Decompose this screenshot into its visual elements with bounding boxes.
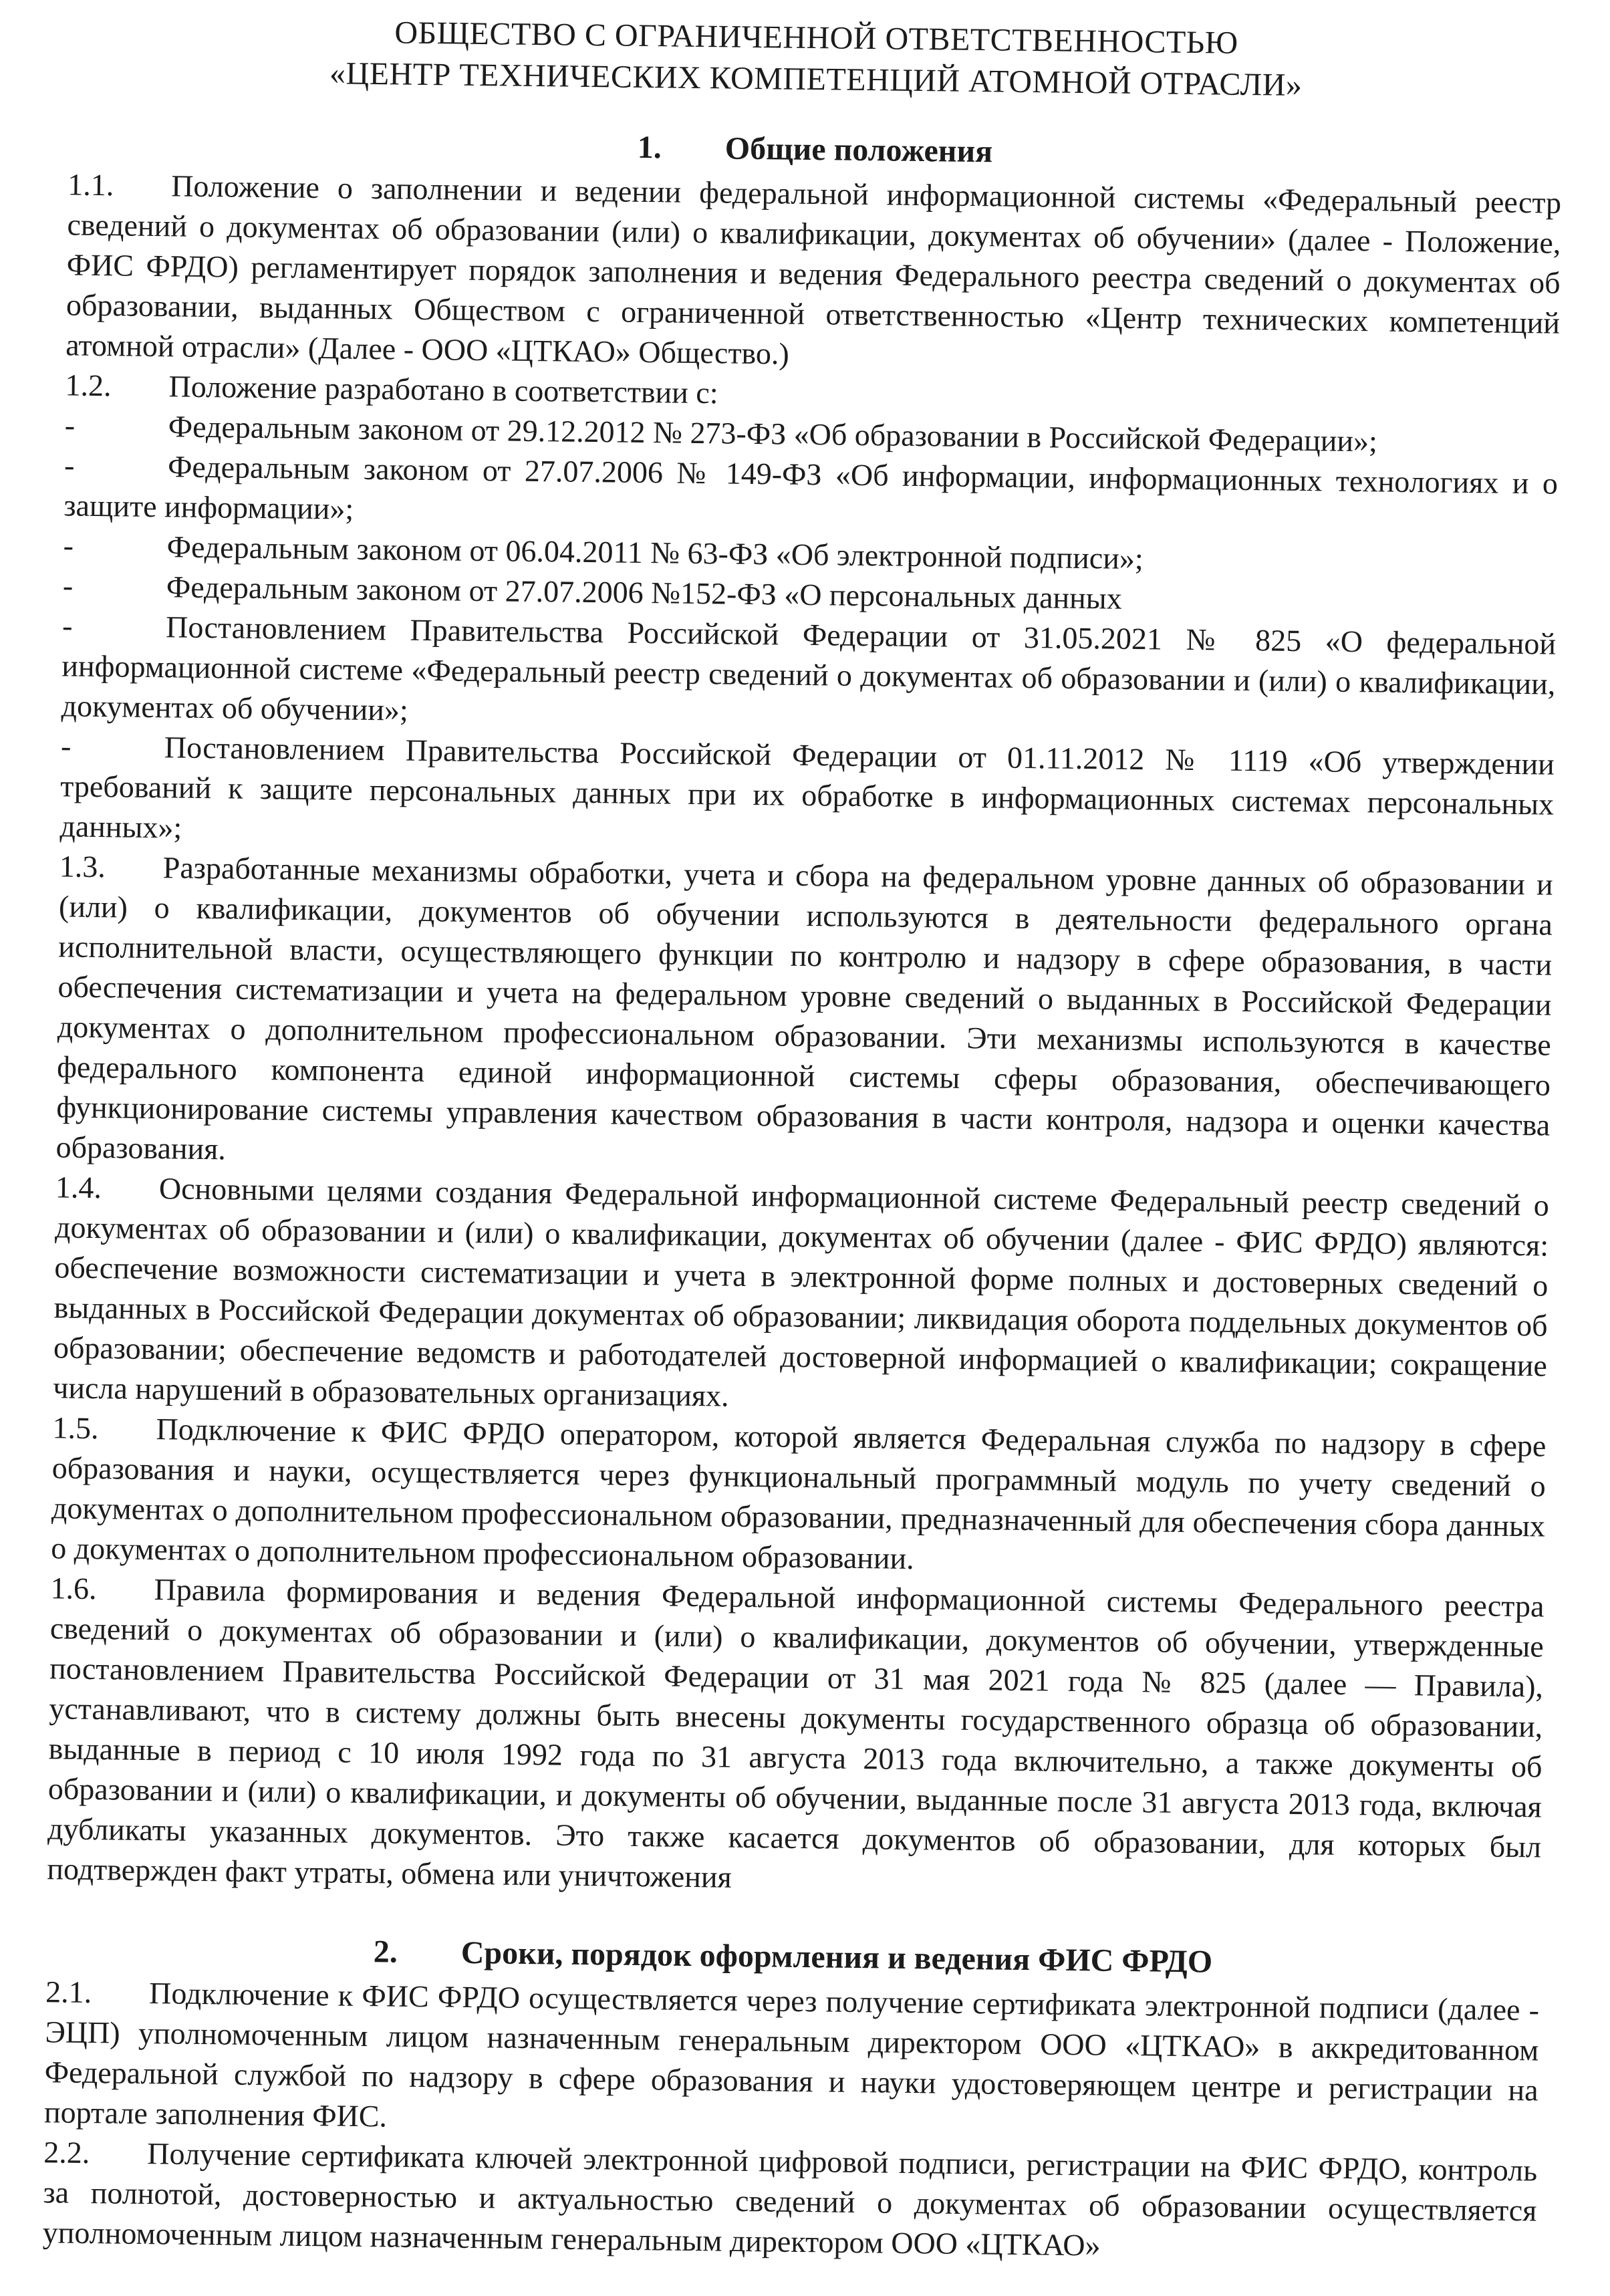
list-dash: - [64, 408, 76, 442]
paragraph-text: Разработанные механизмы обработки, учета и сбора на федеральном уровне данных об образовании и (или) о квалификации, документов об обучении используются в деятельности федерального органа исполнительной власти, осуществляющего функции по контролю и надзору в сфере образования, в части обеспечения систематизации и учета на федеральном уровне сведений о выданных в Российской Федерации документах о дополнительном профессиональном образовании. Эти механизмы используются в качестве федерального компонента единой информационной системы сферы образования, обеспечивающего функционирование системы управления качеством образования в части контроля, надзора и оценки качества образования. [55, 850, 1553, 1166]
section-1-number: 1. [637, 129, 662, 166]
section-1-title: Общие положения [724, 130, 993, 170]
page-content [42, 8, 1563, 2271]
paragraph-1-1 [65, 164, 1561, 383]
list-item-text: Федеральным законом от 29.12.2012 № 273-ФЗ «Об образовании в Российской Федерации»; [168, 409, 1378, 459]
paragraph-1-4 [53, 1167, 1549, 1426]
paragraph-text: Подключение к ФИС ФРДО оператором, которой является Федеральная служба по надзору в сфере образования и науки, осуществляется через функциональный программный модуль по учету сведений о документах о дополнительном профессиональном образовании, предназначенный для обеспечения сбора данных о документах о дополнительном профессиональном образовании. [51, 1412, 1547, 1576]
paragraph-1-3 [55, 846, 1553, 1185]
org-name-line-2: «ЦЕНТР ТЕХНИЧЕСКИХ КОМПЕТЕНЦИЙ АТОМНОЙ ОТРАСЛИ» [329, 55, 1303, 103]
paragraph-2-1 [44, 1972, 1540, 2150]
list-dash: - [60, 729, 72, 763]
section-2 [42, 1928, 1540, 2271]
organization-header [69, 8, 1563, 109]
paragraph-number: 1.4. [55, 1170, 102, 1205]
paragraph-text: Основными целями создания Федеральной информационной системе Федеральный реестр сведений о документах об образовании и (или) о квалификации, документах об обучении (далее - ФИС ФРДО) являются: обеспечение возможности систематизации и учета в электронной форме полных и достоверных сведений о выданных в Российской Федерации документах об образовании; ликвидация оборота поддельных документов об образовании; обеспечение ведомств и работодателей достоверной информацией о квалификации; сокращение числа нарушений в образовательных организациях. [52, 1171, 1550, 1413]
paragraph-1-5 [51, 1408, 1547, 1586]
list-item-text: Постановлением Правительства Российской Федерации от 31.05.2021 № 825 «О федеральной информационной системе «Федеральный реестр сведений о документах об образовании и (или) о квалификации, документах об обучении»; [61, 610, 1557, 727]
org-name-line-1: ОБЩЕСТВО С ОГРАНИЧЕННОЙ ОТВЕТСТВЕННОСТЬЮ [394, 15, 1238, 61]
list-item-text: Постановлением Правительства Российской Федерации от 01.11.2012 № 1119 «Об утверждении требований к защите персональных данных при их обработке в информационных системах персональных данных»; [59, 730, 1555, 845]
list-item-text: Федеральным законом от 27.07.2006 №152-ФЗ «О персональных данных [166, 569, 1123, 616]
paragraph-text: Положение о заполнении и ведении федеральной информационной системы «Федеральный реестр сведений о документах об образовании (или) о квалификации, документах об обучении» (далее - Положение, ФИС ФРДО) регламентирует порядок заполнения и ведения Федерального реестра сведений о документах об образовании, выданных Обществом с ограниченной ответственностью «Центр технических компетенций атомной отрасли» (Далее - ООО «ЦТКАО» Общество.) [65, 168, 1562, 371]
list-dash: - [61, 608, 73, 643]
paragraph-2-2 [42, 2132, 1537, 2271]
list-item-text: Федеральным законом от 06.04.2011 № 63-ФЗ «Об электронной подписи»; [166, 529, 1144, 576]
list-dash: - [63, 528, 74, 563]
list-item-decree-1119 [59, 726, 1555, 864]
paragraph-number: 1.1. [67, 167, 114, 203]
list-dash: - [62, 568, 74, 603]
paragraph-number: 2.1. [45, 1974, 92, 2010]
paragraph-number: 2.2. [43, 2135, 90, 2170]
paragraph-number: 1.2. [65, 368, 112, 403]
paragraph-number: 1.5. [52, 1410, 99, 1446]
paragraph-1-6 [47, 1568, 1545, 1907]
paragraph-text: Подключение к ФИС ФРДО осуществляется через получение сертификата электронной подписи (далее - ЭЦП) уполномоченным лицом назначенным генеральным директором ООО «ЦТКАО» в аккредитованном Федеральной службой по надзору в сфере образования и науки удостоверяющем центре и регистрации на портале заполнения ФИС. [43, 1976, 1540, 2134]
section-2-title: Сроки, порядок оформления и ведения ФИС ФРДО [460, 1934, 1213, 1980]
paragraph-text: Правила формирования и ведения Федеральной информационной системы Федерального реестра сведений о документах об образовании и (или) о квалификации, документов об обучении, утвержденные постановлением Правительства Российской Федерации от 31 мая 2021 года № 825 (далее — Правила), устанавливают, что в систему должны быть внесены документы государственного образца об образовании, выданные в период с 10 июля 1992 года по 31 августа 2013 года включительно, а также документы об образовании и (или) о квалификации, и документы об обучении, выданные после 31 августа 2013 года, включая дубликаты указанных документов. Это также касается документов об образовании, для которых был подтвержден факт утраты, обмена или уничтожения [47, 1572, 1545, 1894]
paragraph-text: Положение разработано в соответствии с: [168, 369, 718, 410]
paragraph-number: 1.3. [59, 849, 106, 884]
list-item-text: Федеральным законом от 27.07.2006 № 149-ФЗ «Об информации, информационных технологиях и о защите информации»; [63, 449, 1559, 526]
paragraph-text: Получение сертификата ключей электронной цифровой подписи, регистрации на ФИС ФРДО, контроль за полнотой, достоверностью и актуальностью сведений о документах об образовании осуществляется уполномоченным лицом назначенным генеральным директором ООО «ЦТКАО» [42, 2136, 1538, 2263]
list-dash: - [63, 448, 75, 483]
paragraph-number: 1.6. [50, 1571, 97, 1606]
section-2-number: 2. [373, 1934, 398, 1970]
list-item-decree-825 [61, 606, 1556, 744]
